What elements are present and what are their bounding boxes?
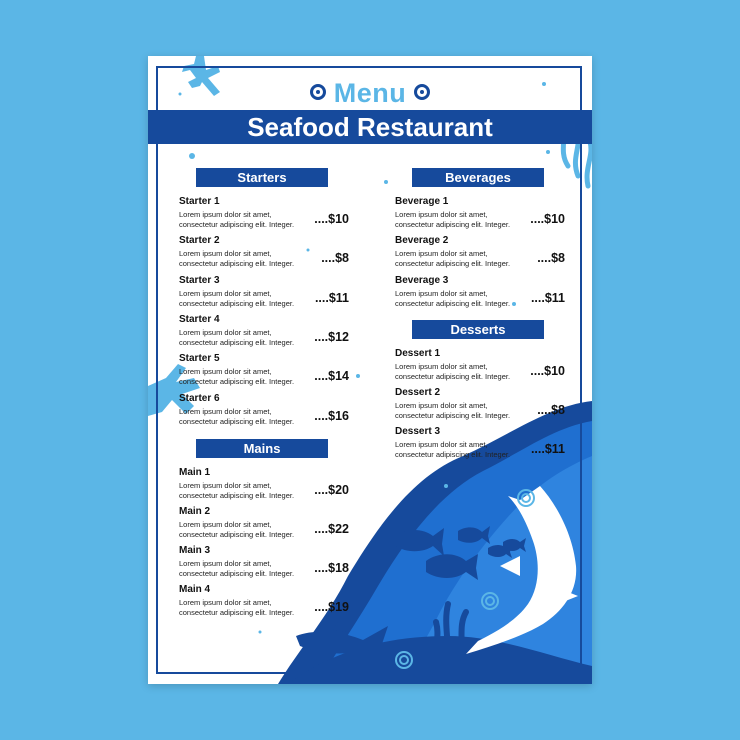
swirl-shell-icon — [414, 84, 430, 100]
menu-item-name: Starter 4 — [179, 314, 220, 325]
menu-item-name: Starter 3 — [179, 275, 220, 286]
menu-item — [179, 467, 349, 501]
menu-sheet — [148, 56, 592, 684]
menu-item-name: Main 1 — [179, 467, 211, 478]
menu-item — [395, 196, 565, 230]
menu-item-description: Lorem ipsum dolor sit amet, consectetur adipiscing elit. Integer. — [395, 210, 511, 229]
menu-item-name: Dessert 2 — [395, 387, 441, 398]
swirl-shell-icon — [310, 84, 326, 100]
menu-item-name: Beverage 3 — [395, 275, 449, 286]
menu-item-price: ....$12 — [314, 330, 349, 344]
menu-item — [179, 275, 349, 309]
menu-item-description: Lorem ipsum dolor sit amet, consectetur adipiscing elit. Integer. — [179, 249, 295, 268]
menu-item-price: ....$11 — [530, 442, 565, 456]
menu-item-description: Lorem ipsum dolor sit amet, consectetur adipiscing elit. Integer. — [179, 407, 295, 426]
menu-item-price: ....$22 — [314, 522, 349, 536]
menu-item-description: Lorem ipsum dolor sit amet, consectetur adipiscing elit. Integer. — [179, 289, 295, 308]
menu-item-price: ....$19 — [314, 600, 349, 614]
menu-item-name: Main 2 — [179, 506, 211, 517]
menu-item-description: Lorem ipsum dolor sit amet, consectetur adipiscing elit. Integer. — [395, 362, 511, 381]
menu-item-description: Lorem ipsum dolor sit amet, consectetur adipiscing elit. Integer. — [179, 559, 295, 578]
menu-item-name: Main 4 — [179, 584, 211, 595]
menu-item-price: ....$8 — [537, 251, 565, 265]
menu-heading — [148, 78, 592, 109]
menu-item-price: ....$10 — [530, 364, 565, 378]
section-header-mains: Mains — [196, 439, 328, 458]
menu-item — [395, 235, 565, 269]
menu-item — [395, 275, 565, 309]
menu-item — [395, 426, 565, 460]
menu-item-description: Lorem ipsum dolor sit amet, consectetur adipiscing elit. Integer. — [179, 520, 295, 539]
menu-item-description: Lorem ipsum dolor sit amet, consectetur adipiscing elit. Integer. — [179, 367, 295, 386]
menu-item — [179, 584, 349, 618]
menu-item-name: Main 3 — [179, 545, 211, 556]
menu-item — [395, 348, 565, 382]
menu-item-description: Lorem ipsum dolor sit amet, consectetur adipiscing elit. Integer. — [179, 481, 295, 500]
menu-item-name: Beverage 1 — [395, 196, 449, 207]
menu-item-description: Lorem ipsum dolor sit amet, consectetur adipiscing elit. Integer. — [179, 210, 295, 229]
menu-item — [179, 506, 349, 540]
menu-item-description: Lorem ipsum dolor sit amet, consectetur adipiscing elit. Integer. — [179, 328, 295, 347]
menu-item — [179, 393, 349, 427]
menu-item — [179, 196, 349, 230]
section-header-beverages: Beverages — [412, 168, 544, 187]
menu-item-price: ....$16 — [314, 409, 349, 423]
menu-item-description: Lorem ipsum dolor sit amet, consectetur adipiscing elit. Integer. — [395, 249, 511, 268]
menu-item — [395, 387, 565, 421]
menu-item-name: Starter 2 — [179, 235, 220, 246]
menu-item-description: Lorem ipsum dolor sit amet, consectetur adipiscing elit. Integer. — [395, 289, 511, 308]
menu-item — [179, 545, 349, 579]
menu-item-name: Starter 5 — [179, 353, 220, 364]
menu-item — [179, 314, 349, 348]
menu-item-name: Dessert 3 — [395, 426, 441, 437]
menu-item-price: ....$20 — [314, 483, 349, 497]
menu-item-price: ....$11 — [314, 291, 349, 305]
menu-item-price: ....$8 — [537, 403, 565, 417]
section-header-desserts: Desserts — [412, 320, 544, 339]
menu-item-description: Lorem ipsum dolor sit amet, consectetur adipiscing elit. Integer. — [395, 440, 511, 459]
menu-item — [179, 353, 349, 387]
menu-item-name: Starter 1 — [179, 196, 220, 207]
menu-title-text: Menu — [333, 78, 407, 108]
menu-item-price: ....$10 — [530, 212, 565, 226]
menu-item — [179, 235, 349, 269]
section-header-starters: Starters — [196, 168, 328, 187]
menu-item-description: Lorem ipsum dolor sit amet, consectetur adipiscing elit. Integer. — [179, 598, 295, 617]
restaurant-name-banner: Seafood Restaurant — [148, 110, 592, 144]
menu-item-price: ....$10 — [314, 212, 349, 226]
menu-item-price: ....$14 — [314, 369, 349, 383]
menu-item-price: ....$18 — [314, 561, 349, 575]
menu-item-name: Beverage 2 — [395, 235, 449, 246]
menu-item-description: Lorem ipsum dolor sit amet, consectetur adipiscing elit. Integer. — [395, 401, 511, 420]
menu-item-price: ....$11 — [530, 291, 565, 305]
menu-item-price: ....$8 — [321, 251, 349, 265]
menu-item-name: Starter 6 — [179, 393, 220, 404]
menu-item-name: Dessert 1 — [395, 348, 441, 359]
